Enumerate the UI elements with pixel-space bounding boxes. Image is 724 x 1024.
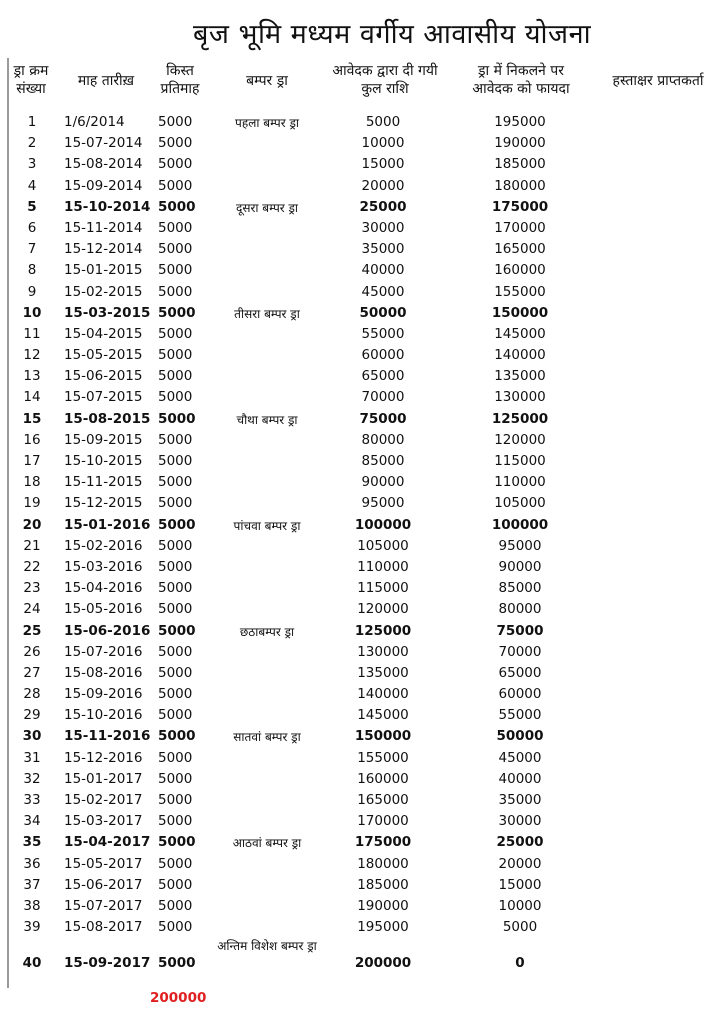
installment-cell: 5000 — [158, 453, 193, 469]
date-cell: 15-05-2016 — [64, 601, 143, 618]
draw-number-cell: 19 — [23, 495, 41, 512]
table-row — [0, 387, 724, 408]
installment-cell: 5000 — [158, 897, 193, 914]
installment-cell: 5000 — [158, 580, 193, 597]
date-cell: 15-05-2015 — [64, 347, 143, 364]
installment-cell: 5000 — [158, 813, 193, 830]
benefit-cell: 60000 — [498, 686, 542, 703]
table-row — [0, 451, 724, 472]
date-cell: 15-08-2014 — [64, 156, 143, 173]
table-row — [0, 917, 724, 938]
benefit-cell: 25000 — [496, 834, 544, 851]
date-cell: 15-11-2015 — [64, 474, 143, 491]
draw-number-cell: 27 — [23, 664, 41, 681]
total-paid-cell: 155000 — [357, 749, 409, 766]
benefit-cell: 165000 — [494, 241, 546, 258]
bumper-draw-cell: छठाबम्पर ड्रा — [239, 624, 295, 639]
installment-cell: 5000 — [158, 198, 196, 215]
total-paid-cell: 120000 — [357, 601, 409, 618]
draw-number-cell: 10 — [22, 304, 42, 321]
benefit-cell: 130000 — [494, 389, 546, 406]
benefit-cell: 55000 — [498, 707, 542, 724]
installment-cell: 5000 — [158, 177, 193, 194]
installment-cell: 5000 — [158, 347, 193, 364]
table-row — [0, 197, 724, 218]
date-cell: 15-10-2016 — [64, 707, 143, 724]
date-cell: 15-09-2017 — [64, 955, 151, 972]
installment-cell: 5000 — [158, 135, 193, 152]
table-body — [0, 112, 724, 978]
header-benefit: ड्रा में निकलने पर आवेदक को फायदा — [472, 63, 570, 97]
total-paid-cell: 85000 — [361, 453, 405, 469]
date-cell: 15-03-2017 — [64, 813, 143, 830]
date-cell: 15-06-2016 — [64, 622, 151, 639]
total-paid-cell: 160000 — [357, 770, 409, 787]
table-row — [0, 938, 724, 978]
table-row — [0, 345, 724, 366]
draw-number-cell: 37 — [23, 876, 41, 893]
draw-number-cell: 34 — [23, 813, 41, 830]
total-paid-cell: 165000 — [357, 792, 409, 808]
draw-number-cell: 18 — [23, 474, 41, 491]
date-cell: 15-11-2014 — [64, 219, 143, 236]
draw-number-cell: 30 — [22, 728, 42, 745]
header-bumper-draw: बम्पर ड्रा — [246, 73, 288, 89]
installment-cell: 5000 — [158, 876, 193, 893]
bumper-draw-cell: आठवां बम्पर ड्रा — [232, 836, 302, 851]
benefit-cell: 10000 — [498, 897, 542, 914]
benefit-cell: 110000 — [494, 474, 546, 491]
installment-cell: 5000 — [158, 664, 193, 681]
table-row — [0, 875, 724, 896]
installment-cell: 5000 — [158, 241, 193, 258]
total-paid-cell: 80000 — [361, 431, 405, 448]
draw-number-cell: 23 — [23, 580, 41, 597]
bumper-draw-cell: पांचवा बम्पर ड्रा — [233, 518, 301, 533]
date-cell: 15-01-2016 — [64, 516, 151, 533]
page-title: बृज भूमि मध्यम वर्गीय आवासीय योजना — [192, 19, 592, 50]
header-total-paid: आवेदक द्वारा दी गयी कुल राशि — [332, 63, 438, 97]
installment-cell: 5000 — [158, 834, 196, 851]
table-row — [0, 642, 724, 663]
date-cell: 15-07-2015 — [64, 389, 143, 406]
table-row — [0, 896, 724, 917]
date-cell: 15-10-2014 — [64, 198, 151, 215]
benefit-cell: 15000 — [498, 876, 542, 893]
table-row — [0, 748, 724, 769]
date-cell: 15-12-2016 — [64, 749, 143, 766]
draw-number-cell: 6 — [27, 219, 37, 236]
total-paid-cell: 175000 — [354, 834, 412, 851]
total-paid-cell: 75000 — [359, 410, 407, 427]
header-draw-no: ड्रा क्रम संख्या — [13, 63, 49, 97]
installment-cell: 5000 — [158, 728, 196, 745]
installment-cell: 5000 — [158, 410, 196, 427]
total-paid-cell: 45000 — [361, 283, 405, 300]
draw-number-cell: 24 — [23, 601, 41, 618]
total-paid-cell: 150000 — [354, 728, 412, 745]
benefit-cell: 140000 — [494, 347, 546, 364]
benefit-cell: 105000 — [494, 495, 546, 512]
date-cell: 15-01-2015 — [64, 262, 143, 279]
installment-cell: 5000 — [158, 262, 193, 279]
date-cell: 15-03-2015 — [64, 304, 151, 321]
installment-cell: 5000 — [158, 219, 193, 236]
table-row — [0, 599, 724, 620]
benefit-cell: 5000 — [502, 919, 538, 936]
date-cell: 15-06-2015 — [64, 368, 143, 385]
total-paid-cell: 65000 — [361, 368, 405, 385]
installment-cell: 5000 — [158, 368, 193, 385]
total-paid-cell: 110000 — [357, 558, 409, 575]
draw-number-cell: 32 — [23, 770, 41, 787]
table-row — [0, 684, 724, 705]
benefit-cell: 175000 — [491, 198, 549, 215]
total-paid-cell: 50000 — [359, 304, 407, 321]
draw-number-cell: 22 — [23, 558, 41, 575]
installment-cell: 5000 — [158, 325, 193, 342]
benefit-cell: 170000 — [494, 219, 546, 236]
draw-number-cell: 7 — [27, 241, 37, 258]
installment-cell: 5000 — [158, 156, 193, 173]
total-paid-cell: 125000 — [354, 622, 412, 639]
draw-number-cell: 26 — [23, 643, 41, 660]
draw-number-cell: 39 — [23, 919, 41, 936]
draw-number-cell: 29 — [23, 707, 41, 724]
benefit-cell: 95000 — [498, 537, 542, 554]
table-row — [0, 578, 724, 599]
installment-cell: 5000 — [158, 643, 193, 660]
date-cell: 15-02-2016 — [64, 537, 143, 554]
draw-number-cell: 25 — [22, 622, 42, 639]
total-paid-cell: 10000 — [361, 135, 405, 152]
total-paid-cell: 15000 — [361, 156, 405, 173]
header-date: माह तारीख़ — [77, 73, 135, 89]
draw-number-cell: 3 — [27, 156, 37, 173]
table-row — [0, 832, 724, 853]
total-paid-cell: 200000 — [354, 955, 412, 972]
draw-number-cell: 12 — [23, 347, 41, 364]
date-cell: 15-11-2016 — [64, 728, 151, 745]
installment-cell: 5000 — [158, 389, 193, 406]
draw-number-cell: 35 — [22, 834, 42, 851]
date-cell: 15-06-2017 — [64, 876, 143, 893]
total-paid-cell: 135000 — [357, 664, 409, 681]
date-cell: 15-04-2015 — [64, 325, 143, 342]
date-cell: 15-08-2016 — [64, 664, 143, 681]
draw-number-cell: 31 — [23, 749, 41, 766]
total-paid-cell: 35000 — [361, 241, 405, 258]
total-paid-cell: 195000 — [357, 919, 409, 936]
installment-cell: 5000 — [158, 495, 193, 512]
table-row — [0, 705, 724, 726]
benefit-cell: 35000 — [498, 792, 542, 808]
installment-cell: 5000 — [158, 304, 196, 321]
draw-number-cell: 14 — [23, 389, 41, 406]
installment-cell: 5000 — [158, 622, 196, 639]
date-cell: 15-09-2015 — [64, 431, 143, 448]
total-paid-cell: 55000 — [361, 325, 405, 342]
total-paid-cell: 190000 — [357, 897, 409, 914]
benefit-cell: 180000 — [494, 177, 546, 194]
draw-number-cell: 2 — [27, 135, 37, 152]
date-cell: 15-02-2015 — [64, 283, 143, 300]
benefit-cell: 90000 — [498, 558, 542, 575]
benefit-cell: 65000 — [498, 664, 542, 681]
table-row — [0, 324, 724, 345]
table-row — [0, 218, 724, 239]
table-header — [0, 62, 724, 114]
benefit-cell: 85000 — [498, 580, 542, 597]
total-paid-cell: 105000 — [357, 537, 409, 554]
draw-number-cell: 9 — [27, 283, 37, 300]
date-cell: 15-10-2015 — [64, 453, 143, 469]
bumper-draw-cell: चौथा बम्पर ड्रा — [236, 412, 298, 427]
draw-number-cell: 33 — [23, 792, 41, 808]
table-row — [0, 663, 724, 684]
table-row — [0, 854, 724, 875]
draw-number-cell: 15 — [22, 410, 42, 427]
bumper-draw-cell: दूसरा बम्पर ड्रा — [235, 200, 299, 215]
draw-number-cell: 36 — [23, 855, 41, 872]
benefit-cell: 40000 — [498, 770, 542, 787]
table-row — [0, 430, 724, 451]
total-paid-cell: 170000 — [357, 813, 409, 830]
table-row — [0, 366, 724, 387]
table-row — [0, 557, 724, 578]
draw-number-cell: 5 — [27, 198, 37, 215]
installment-cell: 5000 — [158, 516, 196, 533]
table-row — [0, 769, 724, 790]
installment-cell: 5000 — [158, 283, 193, 300]
table-row — [0, 133, 724, 154]
draw-number-cell: 16 — [23, 431, 41, 448]
benefit-cell: 20000 — [498, 855, 542, 872]
table-row — [0, 811, 724, 832]
table-row — [0, 472, 724, 493]
date-cell: 15-07-2014 — [64, 135, 143, 152]
benefit-cell: 160000 — [494, 262, 546, 279]
benefit-cell: 70000 — [498, 643, 542, 660]
total-paid-cell: 5000 — [365, 114, 401, 130]
total-paid-cell: 100000 — [354, 516, 412, 533]
benefit-cell: 30000 — [498, 813, 542, 830]
total-paid-cell: 60000 — [361, 347, 405, 364]
benefit-cell: 145000 — [494, 325, 546, 342]
benefit-cell: 45000 — [498, 749, 542, 766]
total-paid-cell: 20000 — [361, 177, 405, 194]
installment-total: 200000 — [150, 990, 207, 1006]
date-cell: 15-07-2017 — [64, 897, 143, 914]
table-row — [0, 282, 724, 303]
date-cell: 15-04-2016 — [64, 580, 143, 597]
draw-number-cell: 40 — [22, 955, 42, 972]
draw-number-cell: 13 — [23, 368, 41, 385]
benefit-cell: 115000 — [494, 453, 546, 469]
installment-cell: 5000 — [158, 770, 193, 787]
total-paid-cell: 30000 — [361, 219, 405, 236]
table-row — [0, 515, 724, 536]
installment-cell: 5000 — [158, 537, 193, 554]
benefit-cell: 75000 — [496, 622, 544, 639]
table-row — [0, 536, 724, 557]
installment-cell: 5000 — [158, 955, 196, 972]
draw-number-cell: 28 — [23, 686, 41, 703]
total-paid-cell: 70000 — [361, 389, 405, 406]
benefit-cell: 155000 — [494, 283, 546, 300]
benefit-cell: 100000 — [491, 516, 549, 533]
table-row — [0, 621, 724, 642]
bumper-draw-cell: अन्तिम विशेश बम्पर ड्रा — [217, 939, 317, 954]
header-signature: हस्ताक्षर प्राप्तकर्ता — [612, 73, 704, 89]
total-paid-cell: 130000 — [357, 643, 409, 660]
benefit-cell: 185000 — [494, 156, 546, 173]
date-cell: 15-12-2014 — [64, 241, 143, 258]
draw-number-cell: 1 — [27, 114, 37, 130]
date-cell: 15-05-2017 — [64, 855, 143, 872]
benefit-cell: 50000 — [496, 728, 544, 745]
installment-cell: 5000 — [158, 601, 193, 618]
benefit-cell: 135000 — [494, 368, 546, 385]
date-cell: 15-09-2016 — [64, 686, 143, 703]
table-row — [0, 112, 724, 133]
date-cell: 15-09-2014 — [64, 177, 143, 194]
total-paid-cell: 95000 — [361, 495, 405, 512]
date-cell: 15-07-2016 — [64, 643, 143, 660]
table-row — [0, 239, 724, 260]
draw-number-cell: 20 — [22, 516, 42, 533]
bumper-draw-cell: सातवां बम्पर ड्रा — [233, 730, 301, 745]
benefit-cell: 190000 — [494, 135, 546, 152]
draw-number-cell: 11 — [23, 325, 41, 342]
table-row — [0, 790, 724, 811]
total-paid-cell: 180000 — [357, 855, 409, 872]
date-cell: 15-08-2017 — [64, 919, 143, 936]
table-row — [0, 493, 724, 514]
installment-cell: 5000 — [158, 855, 193, 872]
date-cell: 1/6/2014 — [64, 114, 125, 130]
total-paid-cell: 145000 — [357, 707, 409, 724]
draw-number-cell: 4 — [27, 177, 37, 194]
table-row — [0, 409, 724, 430]
installment-cell: 5000 — [158, 431, 193, 448]
date-cell: 15-02-2017 — [64, 792, 143, 808]
installment-cell: 5000 — [158, 792, 193, 808]
total-paid-cell: 185000 — [357, 876, 409, 893]
bumper-draw-cell: तीसरा बम्पर ड्रा — [234, 306, 300, 321]
draw-number-cell: 17 — [23, 453, 41, 469]
table-row — [0, 260, 724, 281]
draw-number-cell: 8 — [27, 262, 37, 279]
installment-cell: 5000 — [158, 114, 193, 130]
installment-cell: 5000 — [158, 558, 193, 575]
table-row — [0, 154, 724, 175]
date-cell: 15-04-2017 — [64, 834, 151, 851]
benefit-cell: 120000 — [494, 431, 546, 448]
total-paid-cell: 40000 — [361, 262, 405, 279]
installment-cell: 5000 — [158, 749, 193, 766]
benefit-cell: 150000 — [491, 304, 549, 321]
total-paid-cell: 140000 — [357, 686, 409, 703]
table-row — [0, 176, 724, 197]
benefit-cell: 195000 — [494, 114, 546, 130]
total-paid-cell: 90000 — [361, 474, 405, 491]
benefit-cell: 125000 — [491, 410, 549, 427]
installment-cell: 5000 — [158, 686, 193, 703]
date-cell: 15-08-2015 — [64, 410, 151, 427]
date-cell: 15-01-2017 — [64, 770, 143, 787]
benefit-cell: 80000 — [498, 601, 542, 618]
installment-cell: 5000 — [158, 474, 193, 491]
date-cell: 15-03-2016 — [64, 558, 143, 575]
benefit-cell: 0 — [515, 955, 525, 972]
table-row — [0, 303, 724, 324]
header-installment: किस्त प्रतिमाह — [160, 63, 200, 97]
bumper-draw-cell: पहला बम्पर ड्रा — [235, 116, 299, 130]
table-row — [0, 726, 724, 747]
installment-cell: 5000 — [158, 707, 193, 724]
total-paid-cell: 115000 — [357, 580, 409, 597]
date-cell: 15-12-2015 — [64, 495, 143, 512]
draw-number-cell: 38 — [23, 897, 41, 914]
draw-number-cell: 21 — [23, 537, 41, 554]
installment-cell: 5000 — [158, 919, 193, 936]
total-paid-cell: 25000 — [359, 198, 407, 215]
